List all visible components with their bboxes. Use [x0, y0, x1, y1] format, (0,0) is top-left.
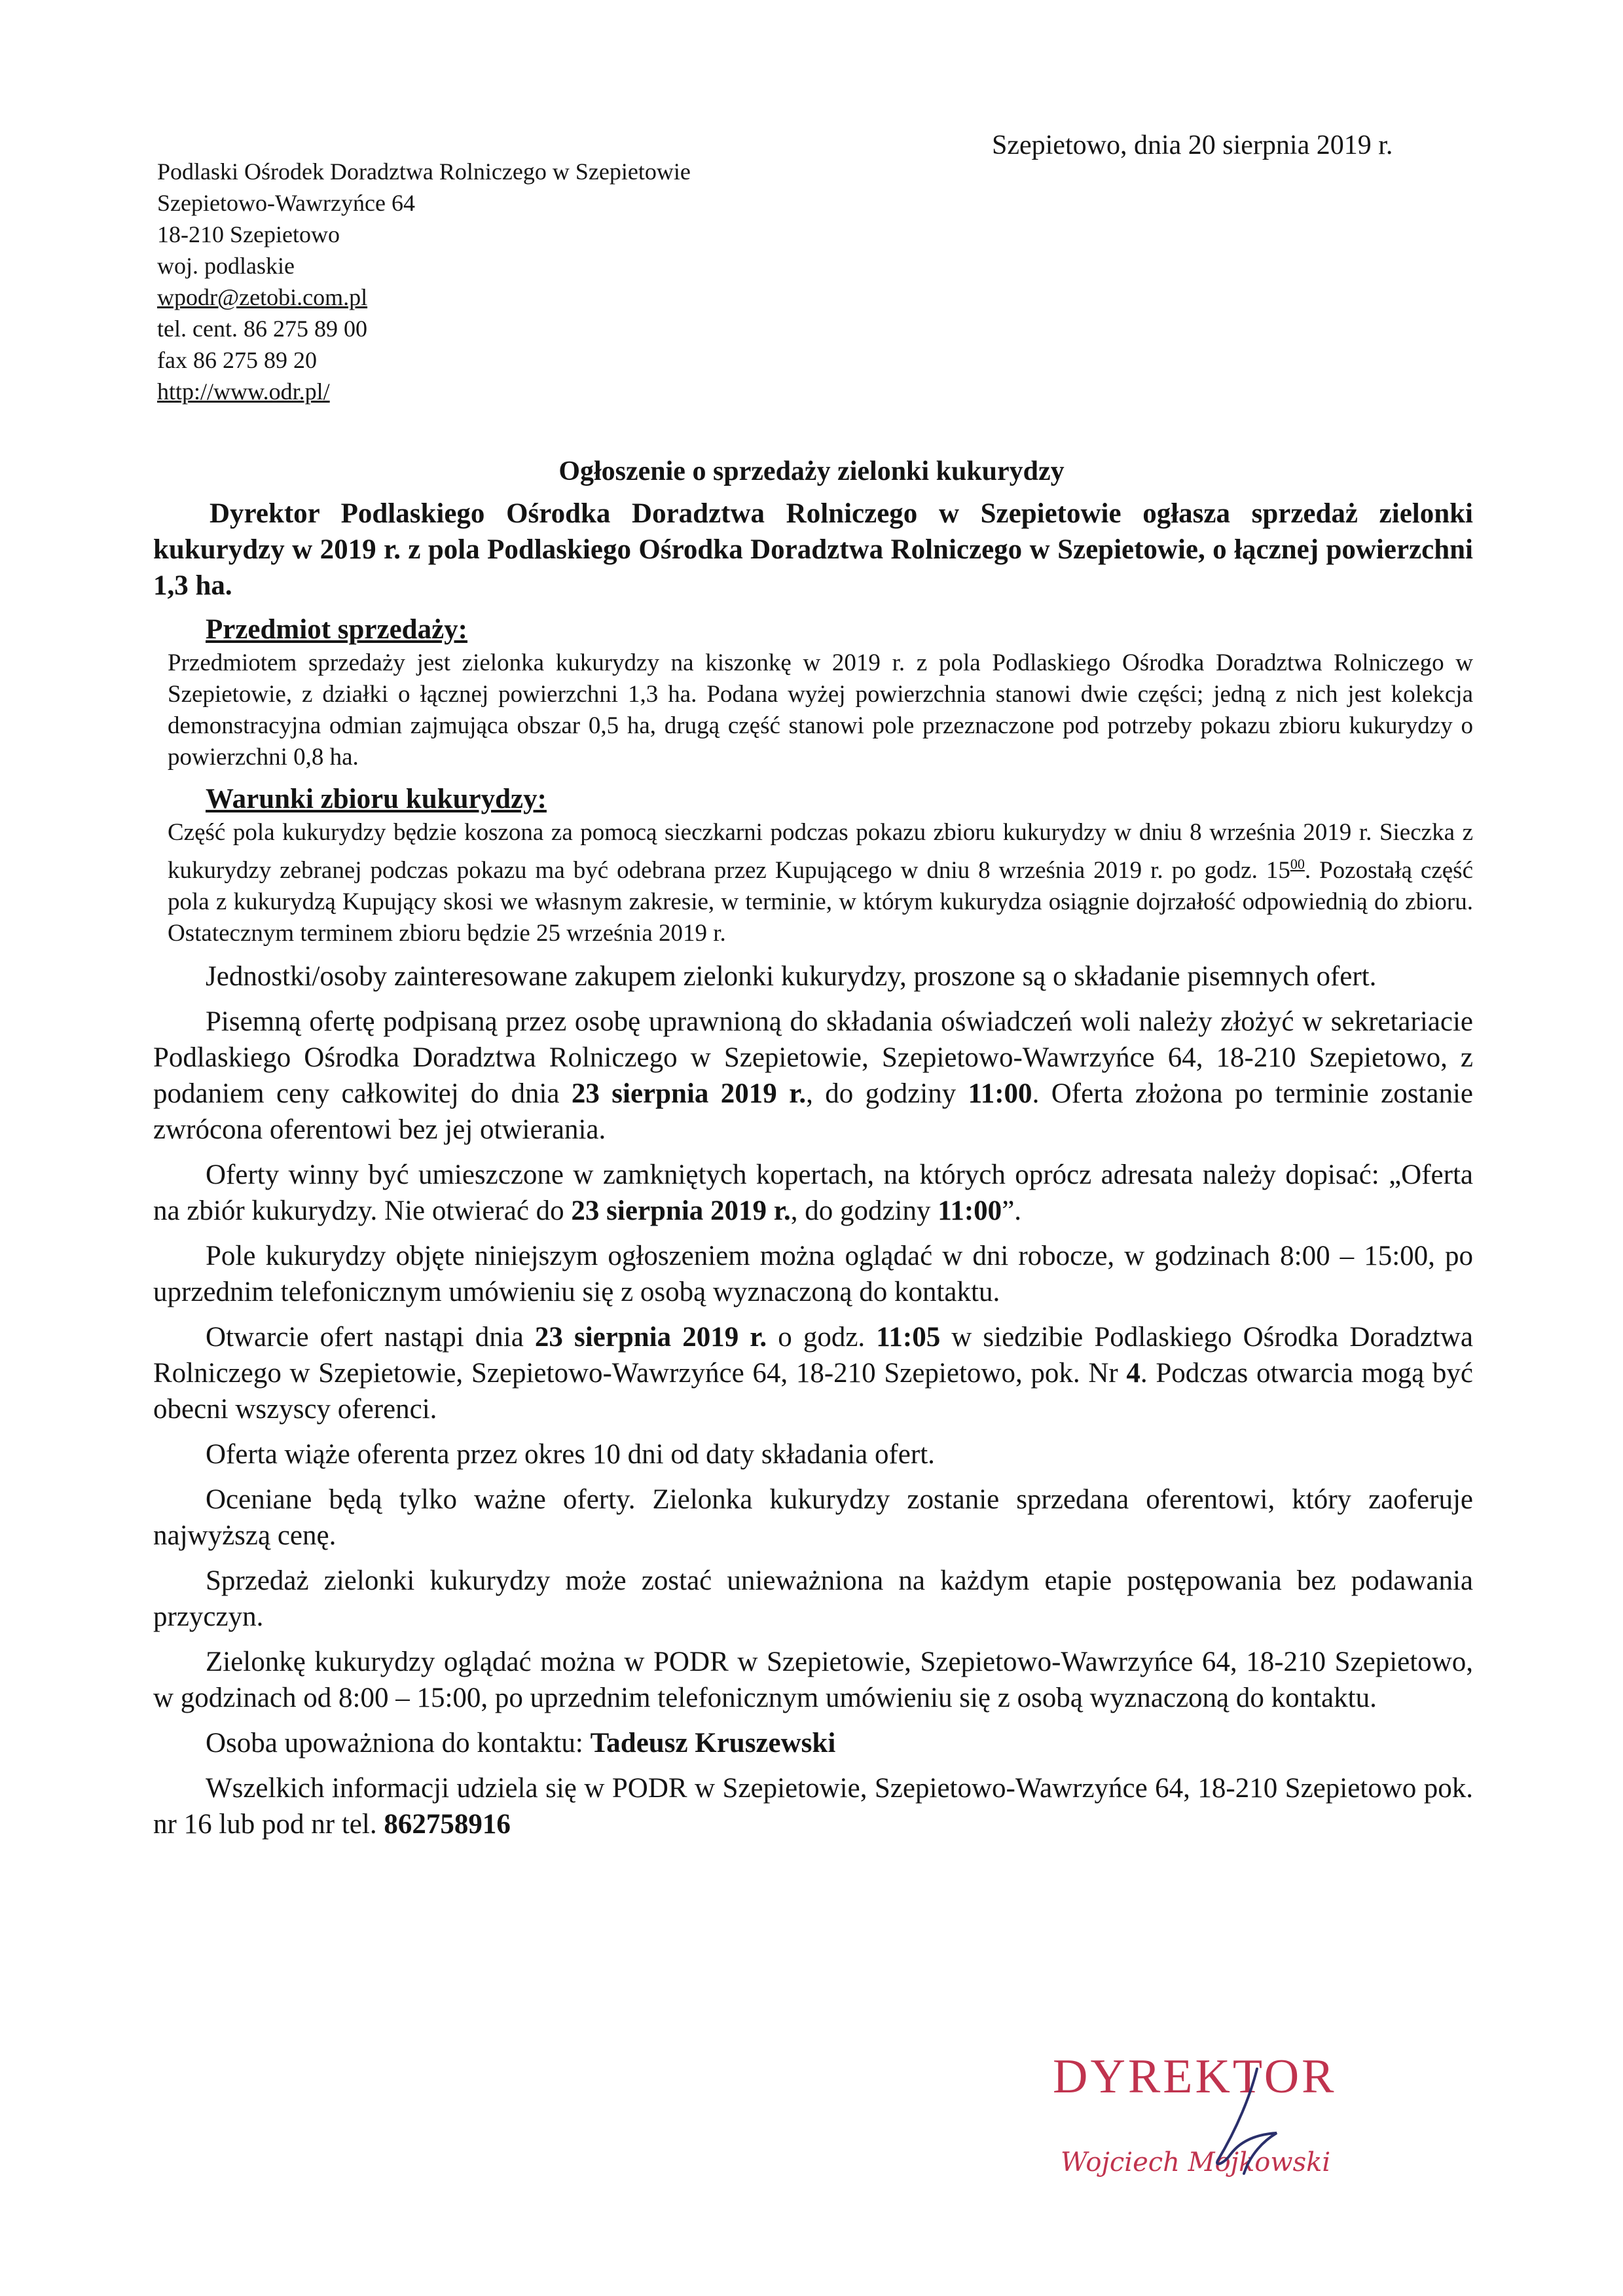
stamp-name: Wojciech Mojkowski	[1061, 2147, 1331, 2178]
envelope-date: 23 sierpnia 2019 r.	[571, 1195, 791, 1226]
paragraph-cancellation: Sprzedaż zielonki kukurydzy może zostać unieważniona na każdym etapie postępowania bez podawania przyczyn.	[153, 1565, 1473, 1632]
contact-label: Osoba upoważniona do kontaktu:	[206, 1728, 591, 1758]
offer-deadline-time: 11:00	[968, 1078, 1032, 1109]
paragraph-contact-person	[153, 1725, 1473, 1761]
section-text-harvest	[168, 817, 1473, 949]
opening-text-c: o godz.	[767, 1322, 877, 1353]
sender-email-link[interactable]: wpodr@zetobi.com.pl	[157, 284, 368, 310]
harvest-text-a: Część pola kukurydzy będzie koszona za pomocą sieczkarni podczas pokazu zbioru kukurydzy w dniu 8 września 2019 r. Sieczka z kukurydzy zebranej podczas pokazu ma być odebrana przez Kupującego w dniu 8 września 2019 r. po godz. 15	[168, 819, 1473, 884]
opening-text-d: w siedzibie Podlaskiego Ośrodka Doradztwa Rolniczego w Szepietowie, Szepietowo-Wawrzyńce 64, 18-210 Szepietowo, pok. Nr	[153, 1322, 1474, 1389]
section-heading-harvest: Warunki zbioru kukurydzy:	[206, 784, 547, 814]
contact-name: Tadeusz Kruszewski	[590, 1728, 836, 1758]
envelope-text-a: Oferty winny być umieszczone w zamkniętych kopertach, na których oprócz adresata należy dopisać: „Oferta na zbiór kukurydzy. Nie otwierać do	[153, 1159, 1473, 1226]
paragraph-envelopes	[153, 1157, 1473, 1229]
info-text: Wszelkich informacji udziela się w PODR w Szepietowie, Szepietowo-Wawrzyńce 64, 18-210 Szepietowo pok. nr 16 lub pod nr tel.	[153, 1773, 1473, 1840]
envelope-text-d: ”.	[1002, 1195, 1022, 1226]
info-phone: 862758916	[384, 1809, 511, 1840]
harvest-time-superscript: 00	[1290, 856, 1305, 872]
opening-text-a: Otwarcie ofert nastąpi dnia	[206, 1322, 535, 1353]
sender-fax: fax 86 275 89 20	[157, 347, 317, 373]
paragraph-binding-period: Oferta wiąże oferenta przez okres 10 dni od daty składania ofert.	[206, 1439, 935, 1470]
sender-website-link[interactable]: http://www.odr.pl/	[157, 378, 330, 405]
date-line: Szepietowo, dnia 20 sierpnia 2019 r.	[992, 130, 1393, 160]
opening-text-e: . Podczas otwarcia mogą być obecni wszyscy oferenci.	[153, 1358, 1474, 1425]
section-heading-subject: Przedmiot sprzedaży:	[206, 614, 467, 645]
document-title: Ogłoszenie o sprzedaży zielonki kukurydzy	[558, 456, 1065, 486]
paragraph-information	[153, 1770, 1473, 1842]
opening-date: 23 sierpnia 2019 r.	[534, 1322, 767, 1353]
opening-time: 11:05	[876, 1322, 941, 1353]
offer-deadline-date: 23 sierpnia 2019 r.	[571, 1078, 807, 1109]
sender-postal: 18-210 Szepietowo	[157, 221, 340, 247]
document-body	[153, 496, 1473, 1842]
section-text-subject: Przedmiotem sprzedaży jest zielonka kukurydzy na kiszonkę w 2019 r. z pola Podlaskiego Ośrodka Doradztwa Rolniczego w Szepietowie, z działki o łącznej powierzchni 1,3 ha. Podana wyżej powierzchnia stanowi dwie części; jedną z nich jest kolekcja demonstracyjna odmian zajmująca obszar 0,5 ha, drugą część stanowi pole przeznaczone pod potrzeby pokazu zbioru kukurydzy o powierzchni 0,8 ha.	[168, 649, 1473, 771]
envelope-time: 11:00	[938, 1195, 1002, 1226]
opening-room: 4	[1126, 1358, 1140, 1389]
paragraph-evaluation: Oceniane będą tylko ważne oferty. Zielonka kukurydzy zostanie sprzedana oferentowi, który zaoferuje najwyższą cenę.	[153, 1484, 1473, 1551]
paragraph-viewing-podr: Zielonkę kukurydzy oglądać można w PODR w Szepietowie, Szepietowo-Wawrzyńce 64, 18-210 Szepietowo, w godzinach od 8:00 – 15:00, po uprzednim telefonicznym umówieniu się z osobą wyznaczoną do kontaktu.	[153, 1647, 1473, 1713]
envelope-text-c: , do godziny	[790, 1195, 938, 1226]
offer-text-d: . Oferta złożona po terminie zostanie zwrócona oferentowi bez jej otwierania.	[153, 1078, 1473, 1145]
handwritten-signature	[1178, 2056, 1309, 2187]
paragraph-offer-submission	[153, 1004, 1473, 1148]
intro-paragraph: Dyrektor Podlaskiego Ośrodka Doradztwa Rolniczego w Szepietowie ogłasza sprzedaż zielonki kukurydzy w 2019 r. z pola Podlaskiego Ośrodka Doradztwa Rolniczego w Szepietowie, o łącznej powierzchni 1,3 ha.	[153, 498, 1473, 601]
sender-street: Szepietowo-Wawrzyńce 64	[157, 190, 415, 216]
offer-text-a: Pisemną ofertę podpisaną przez osobę uprawnioną do składania oświadczeń woli należy złożyć w sekretariacie Podlaskiego Ośrodka Doradztwa Rolniczego w Szepietowie, Szepietowo-Wawrzyńce 64, 18-210 Szepietowo, z podaniem ceny całkowitej do dnia	[153, 1006, 1473, 1109]
paragraph-interested: Jednostki/osoby zainteresowane zakupem zielonki kukurydzy, proszone są o składanie pisemnych ofert.	[206, 961, 1377, 992]
paragraph-viewing-field: Pole kukurydzy objęte niniejszym ogłoszeniem można oglądać w dni robocze, w godzinach 8:00 – 15:00, po uprzednim telefonicznym umówieniu się z osobą wyznaczoną do kontaktu.	[153, 1241, 1473, 1307]
harvest-text-b: . Pozostałą część pola z kukurydzą Kupujący skosi we własnym zakresie, w terminie, w którym kukurydza osiągnie dojrzałość odpowiednią do zbioru. Ostatecznym terminem zbioru będzie 25 września 2019 r.	[168, 857, 1473, 947]
sender-phone: tel. cent. 86 275 89 00	[157, 316, 367, 342]
sender-name: Podlaski Ośrodek Doradztwa Rolniczego w Szepietowie	[157, 158, 691, 185]
sender-region: woj. podlaskie	[157, 253, 295, 279]
sender-address-block	[157, 156, 691, 407]
stamp-title: DYREKTOR	[1053, 2050, 1337, 2104]
paragraph-opening	[153, 1319, 1473, 1427]
offer-text-c: , do godziny	[806, 1078, 968, 1109]
